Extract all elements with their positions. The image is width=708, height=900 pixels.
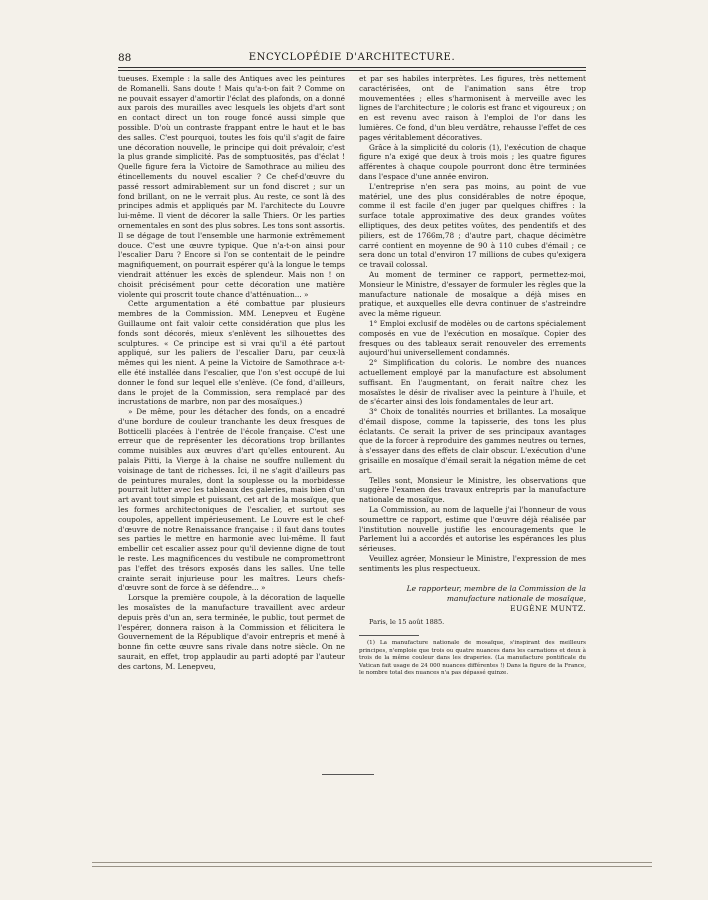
paragraph: Au moment de terminer ce rapport, permettez-moi, Monsieur le Ministre, d'essayer de formuler les règles que la manufacture nationale de mosaïque a déjà mises en pratique, et auxquelles elle devra continuer de s'astreindre avec la même rigueur. (359, 269, 586, 319)
scan-edge-line (92, 866, 652, 867)
paragraph: 1° Emploi exclusif de modèles ou de cartons spécialement composés en vue de l'exécution en mosaïque. Copier des fresques ou des tableaux serait renouveler des errements aujourd'hui universellement condamnés. (359, 318, 586, 358)
paragraph: Veuillez agréer, Monsieur le Ministre, l'expression de mes sentiments les plus respectueux. (359, 554, 586, 573)
paragraph: 3° Choix de tonalités nourries et brillantes. La mosaïque d'émail dispose, comme la tapisserie, des tons les plus éclatants. Ce serait la priver de ses principaux avantages que de la forcer à reproduire des gammes neutres ou ternes, à s'essayer dans des effets de clair obscur. L'exécution d'une grisaille en mosaïque d'émail serait la négation même de cet art. (359, 407, 586, 475)
signature-block (359, 584, 586, 614)
running-title: ENCYCLOPÉDIE D'ARCHITECTURE. (248, 52, 456, 63)
page-header (118, 52, 586, 66)
scan-edge-line (92, 862, 652, 863)
paragraph: La Commission, au nom de laquelle j'ai l'honneur de vous soumettre ce rapport, estime que l'œuvre déjà réalisée par l'institution nouvelle justifie les encouragements que le Parlement lui a accordés et autorise les espérances les plus sérieuses. (359, 505, 586, 554)
signature-line: Le rapporteur, membre de la Commission de la (406, 583, 586, 593)
end-rule (322, 774, 374, 775)
paragraph: Grâce à la simplicité du coloris (1), l'exécution de chaque figure n'a exigé que deux à trois mois ; les quatre figures afférentes à chaque coupole pourront donc être terminées dans l'espace d'une année environ. (359, 142, 586, 181)
footnote-rule (359, 635, 419, 636)
left-column (118, 74, 345, 672)
author-name: EUGÈNE MUNTZ. (510, 603, 586, 613)
paragraph: Lorsque la première coupole, à la décoration de laquelle les mosaïstes de la manufacture travaillent avec ardeur depuis près d'un an, sera terminée, le public, tout permet de l'espérer, donnera raison à la Commission et félicitera le Gouvernement de la République d'avoir entrepris et mené à bonne fin cette œuvre sans rivale dans notre siècle. On ne saurait, en effet, trop applaudir au parti adopté par l'auteur des cartons, M. Lenepveu, (118, 593, 345, 671)
footnote: (1) La manufacture nationale de mosaïque, s'inspirant des meilleurs principes, n'emploie que trois ou quatre nuances dans les carnations et deux à trois de la même couleur dans les draperies. (La manufacture pontificale du Vatican fait usage de 24 000 nuances différentes !) Dans la figure de la France, le nombre total des nuances n'a pas dépassé quinze. (359, 640, 586, 677)
paragraph: » De même, pour les détacher des fonds, on a encadré d'une bordure de couleur tranchante les deux fresques de Botticelli placées à l'entrée de l'école française. C'est une erreur que de représenter les décorations trop brillantes comme nuisibles aux œuvres d'art qu'elles entourent. Au palais Pitti, la Vierge à la chaise ne souffre nullement du voisinage de tant de richesses. Ici, il ne s'agit d'ailleurs pas de peintures murales, dont la souplesse ou la morbidesse pourrait lutter avec les tableaux des galeries, mais bien d'un art avant tout simple et puissant, cet art de la mosaïque, que les formes architectoniques de l'escalier, et surtout ses coupoles, appellent impérieusement. Le Louvre est le chef-d'œuvre de notre Renaissance française : il faut dans toutes ses parties le mettre en harmonie avec lui-même. Il faut embellir cet escalier assez pour qu'il devienne digne de tout le reste. Les magnificences du vestibule ne compromettront pas l'effet des trésors exposés dans les salles. Une telle crainte serait injurieuse pour les maîtres. Leurs chefs-d'œuvre sont de force à se défendre... » (118, 407, 345, 593)
header-rule-thin (118, 70, 586, 71)
header-rule (118, 67, 586, 68)
paragraph: Cette argumentation a été combattue par plusieurs membres de la Commission. MM. Lenepveu et Eugène Guillaume ont fait valoir cette considération que plus les fonds sont décorés, mieux s'enlèvent les silhouettes des sculptures. « Ce principe est si vrai qu'il a été partout appliqué, sur les paliers de l'escalier Daru, par ceux-là mêmes qui les nient. A peine la Victoire de Samothrace a-t-elle été installée dans l'escalier, que l'on s'est occupé de lui donner le fond sur lequel elle s'enlève. (Ce fond, d'ailleurs, dans le projet de la Commission, sera remplacé par des incrustations de marbre, non par des mosaïques.) (118, 299, 345, 407)
right-column (359, 74, 586, 677)
paragraph: 2° Simplification du coloris. Le nombre des nuances actuellement employé par la manufacture est absolument suffisant. En l'augmentant, on ferait naître chez les mosaïstes le désir de rivaliser avec la peinture à l'huile, et de s'écarter ainsi des lois fondamentales de leur art. (359, 358, 586, 407)
page-number: 88 (118, 52, 132, 64)
paragraph: tueuses. Exemple : la salle des Antiques avec les peintures de Romanelli. Sans doute ! Mais qu'a-t-on fait ? Comme on ne pouvait essayer d'amortir l'éclat des plafonds, on a donné aux parois des murailles avec lesquels les objets d'art sont en contact direct un ton rouge foncé aussi simple que possible. D'où un contraste frappant entre le haut et le bas des salles. C'est pourquoi, toutes les fois qu'il s'agit de faire une décoration nouvelle, le principe qui doit prévaloir, c'est la plus grande simplicité. Pas de somptuosités, pas d'éclat ! Quelle figure fera la Victoire de Samothrace au milieu des étincellements du nouvel escalier ? Ce chef-d'œuvre du passé ressort admirablement sur un fond discret ; sur un fond brillant, on ne le verrait plus. Au reste, ce sont là des principes admis et appliqués par M. l'architecte du Louvre lui-même. Il vient de décorer la salle Thiers. Or les parties ornementales en sont des plus sobres. Les tons sont assortis. Il se dégage de tout l'ensemble une harmonie extrêmement douce. C'est une œuvre typique. Que n'a-t-on ainsi pour l'escalier Daru ? Encore si l'on se contentait de le peindre magnifiquement, on pourrait espérer qu'à la longue le temps viendrait atténuer les excès de splendeur. Mais non ! on choisit précisément pour cette décoration une matière violente qui proscrit toute chance d'atténuation... » (118, 74, 345, 299)
paragraph: L'entreprise n'en sera pas moins, au point de vue matériel, une des plus considérables de notre époque, comme il est facile d'en juger par quelques chiffres : la surface totale approximative des deux grandes voûtes elliptiques, des deux petites voûtes, des pendentifs et des piliers, est de 1766m,78 ; d'autre part, chaque décimètre carré contient en moyenne de 90 à 110 cubes d'émail ; ce sera donc un total d'environ 17 millions de cubes qu'exigera ce travail colossal. (359, 181, 586, 270)
signature-line: manufacture nationale de mosaïque, (446, 593, 586, 603)
paragraph: et par ses habiles interprètes. Les figures, très nettement caractérisées, ont de l'animation sans être trop mouvementées ; elles s'harmonisent à merveille avec les lignes de l'architecture ; le coloris est franc et vigoureux ; on en est revenu avec raison à l'emploi de l'or dans les lumières. Ce fond, d'un bleu verdâtre, rehausse l'effet de ces pages véritablement décoratives. (359, 74, 586, 142)
paragraph: Telles sont, Monsieur le Ministre, les observations que suggère l'examen des travaux entrepris par la manufacture nationale de mosaïque. (359, 475, 586, 505)
date-line: Paris, le 15 août 1885. (369, 617, 445, 626)
